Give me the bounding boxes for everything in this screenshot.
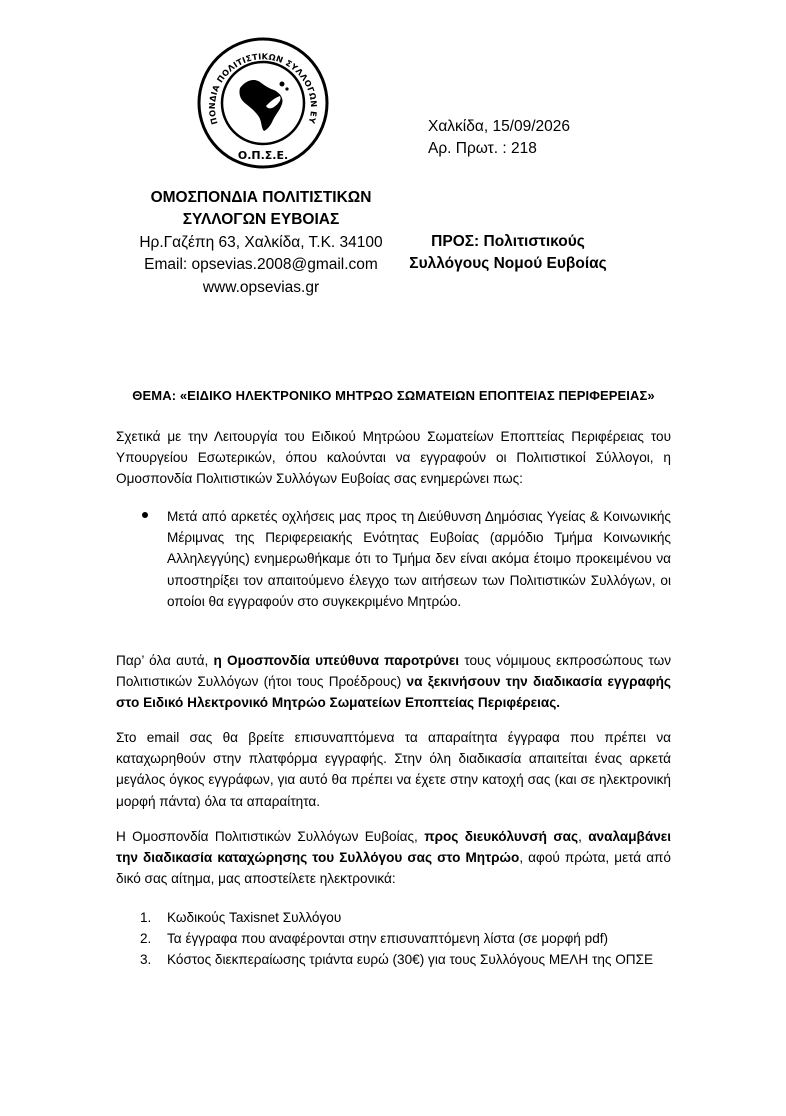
- sender-website: www.opsevias.gr: [202, 279, 320, 296]
- list-item-number: 2.: [140, 931, 152, 946]
- p4-text-a: Η Ομοσπονδία Πολιτιστικών Συλλόγων Ευβοίας,: [116, 829, 425, 844]
- seal-abbreviation: Ο.Π.Σ.Ε.: [237, 149, 289, 162]
- recipient-block: [398, 231, 618, 275]
- list-item-number: 1.: [140, 910, 152, 925]
- sender-email: Email: opsevias.2008@gmail.com: [144, 256, 378, 273]
- list-item-number: 3.: [140, 952, 152, 967]
- p2-text-a: Παρ’ όλα αυτά,: [116, 653, 214, 668]
- sender-name-line1: ΟΜΟΣΠΟΝΔΙΑ ΠΟΛΙΤΙΣΤΙΚΩΝ: [150, 189, 372, 206]
- list-item: Κόστος διεκπεραίωσης τριάντα ευρώ (30€) για τους Συλλόγους ΜΕΛΗ της ΟΠΣΕ: [167, 952, 654, 967]
- paragraph-encouragement: [116, 650, 671, 714]
- letter-date: Χαλκίδα, 15/09/2026: [428, 118, 571, 135]
- organization-seal: [196, 36, 330, 170]
- list-item: Τα έγγραφα που αναφέρονται στην επισυναπτόμενη λίστα (σε μορφή pdf): [167, 931, 609, 946]
- sender-name: [110, 187, 412, 231]
- list-item: Κωδικούς Taxisnet Συλλόγου: [167, 910, 342, 925]
- paragraph-assistance: [116, 826, 671, 890]
- sender-address: Ηρ.Γαζέπη 63, Χαλκίδα, Τ.Κ. 34100: [139, 234, 383, 251]
- recipient-line2: Συλλόγους Νομού Ευβοίας: [409, 255, 607, 272]
- date-protocol-block: [428, 116, 570, 160]
- recipient-line1: ΠΡΟΣ: Πολιτιστικούς: [431, 233, 585, 250]
- p4-text-b: προς διευκόλυνσή σας: [424, 829, 579, 844]
- bullet-item: Μετά από αρκετές οχλήσεις μας προς τη Διεύθυνση Δημόσιας Υγείας & Κοινωνικής Μέριμνας της Περιφερειακής Ενότητας Ευβοίας (αρμόδιο Τμήμα Κοινωνικής Αλληλεγγύης) ενημερωθήκαμε ότι το Τμήμα δεν είναι ακόμα έτοιμο προκειμένου να υποστηρίξει τον απαιτούμενο έλεγχο των αιτήσεων των Πολιτιστικών Συλλόγων, οι οποίοι θα εγγραφούν στο συγκεκριμένο Μητρώο.: [167, 509, 671, 609]
- p4-text-e: , αφού πρώτα, μετά από δικό σας αίτημα, μας αποστείλετε ηλεκτρονικά:: [116, 850, 671, 887]
- seal-text: ΠΟΝΔΙΑ ΠΟΛΙΤΙΣΤΙΚΩΝ ΣΥΛΛΟΓΩΝ ΕΥ: [206, 51, 320, 126]
- p2-text-c: τους νόμιμους εκπροσώπους των Πολιτιστικών Συλλόγων (ήτοι τους Προέδρους): [116, 653, 672, 690]
- intro-paragraph: Σχετικά με την Λειτουργία του Ειδικού Μητρώου Σωματείων Εποπτείας Περιφέρειας του Υπουργείου Εσωτερικών, όπου καλούνται να εγγραφούν οι Πολιτιστικοί Σύλλογοι, η Ομοσπονδία Πολιτιστικών Συλλόγων Ευβοίας σας ενημερώνει πως:: [116, 429, 671, 487]
- protocol-number: Αρ. Πρωτ. : 218: [428, 140, 537, 157]
- p4-text-d: αναλαμβάνει την διαδικασία καταχώρησης του Συλλόγου σας στο Μητρώο: [116, 829, 671, 866]
- paragraph-documents: Στο email σας θα βρείτε επισυναπτόμενα τα απαραίτητα έγγραφα που πρέπει να καταχωρηθούν στην πλατφόρμα εγγραφής. Στην όλη διαδικασία απαιτείται ένας αρκετά μεγάλος όγκος εγγράφων, για αυτό θα πρέπει να έχετε στην κατοχή σας (και σε ηλεκτρονική μορφή πάντα) όλα τα απαραίτητα.: [116, 730, 671, 809]
- bullet-marker: [142, 512, 148, 518]
- letter-subject: ΘΕΜΑ: «ΕΙΔΙΚΟ ΗΛΕΚΤΡΟΝΙΚΟ ΜΗΤΡΩΟ ΣΩΜΑΤΕΙΩΝ ΕΠΟΠΤΕΙΑΣ ΠΕΡΙΦΕΡΕΙΑΣ»: [132, 388, 655, 403]
- sender-name-line2: ΣΥΛΛΟΓΩΝ ΕΥΒΟΙΑΣ: [182, 211, 340, 228]
- p2-text-d: να ξεκινήσουν την διαδικασία εγγραφής στο Ειδικό Ηλεκτρονικό Μητρώο Σωματείων Εποπτείας Περιφέρειας.: [116, 674, 671, 711]
- p2-text-b: η Ομοσπονδία υπεύθυνα παροτρύνει: [213, 653, 460, 668]
- p4-text-c: ,: [578, 829, 589, 844]
